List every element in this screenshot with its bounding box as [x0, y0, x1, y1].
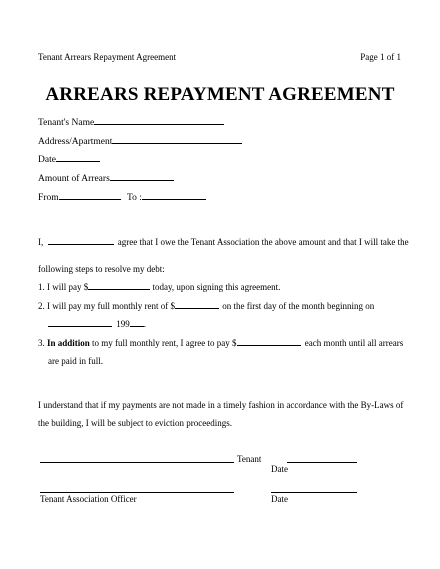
- address-label: Address/Apartment: [38, 137, 113, 147]
- date-field: [38, 155, 100, 165]
- step-3: [38, 338, 403, 348]
- from-label: From: [38, 193, 59, 203]
- date-line[interactable]: [56, 160, 100, 162]
- from-line[interactable]: [59, 198, 121, 200]
- tenant-name-label: Tenant's Name: [38, 118, 95, 128]
- item2-rent-blank[interactable]: [175, 307, 219, 309]
- item3-bold: In addition: [47, 338, 90, 348]
- address-line[interactable]: [112, 142, 242, 144]
- to-line[interactable]: [142, 198, 206, 200]
- item3-amount-blank[interactable]: [237, 344, 301, 346]
- address-field: [38, 137, 242, 147]
- header-title: Tenant Arrears Repayment Agreement: [38, 52, 177, 62]
- amount-label: Amount of Arrears: [38, 174, 110, 184]
- step-2-date: [48, 319, 146, 329]
- paragraph-owe: [38, 237, 409, 247]
- item2-year: 199: [116, 319, 130, 329]
- paragraph-eviction-2: the building, I will be subject to eviction proceedings.: [38, 418, 232, 428]
- tenant-name-field: [38, 118, 224, 128]
- tenant-date-label: Date: [271, 464, 288, 474]
- officer-signature-line[interactable]: [40, 492, 234, 493]
- page-number: Page 1 of 1: [360, 52, 401, 62]
- item2-dot: .: [143, 319, 146, 329]
- from-to-field: [38, 193, 206, 203]
- amount-line[interactable]: [110, 179, 174, 181]
- p1-end: agree that I owe the Tenant Association the above amount and that I will take the: [117, 237, 409, 247]
- paragraph-steps: following steps to resolve my debt:: [38, 264, 165, 274]
- step-1: [38, 282, 280, 292]
- item2-start: 2. I will pay my full monthly rent of $: [38, 301, 175, 311]
- name-blank[interactable]: [48, 243, 114, 245]
- paragraph-eviction-1: I understand that if my payments are not made in a timely fashion in accordance with the By-Laws of: [38, 400, 404, 410]
- p1-start: I,: [38, 237, 44, 247]
- amount-field: [38, 174, 174, 184]
- to-label: To :: [126, 193, 142, 203]
- officer-date-line[interactable]: [271, 492, 357, 493]
- tenant-signature-line[interactable]: [40, 462, 234, 463]
- document-title: ARREARS REPAYMENT AGREEMENT: [45, 84, 395, 105]
- tenant-label: Tenant: [237, 454, 262, 464]
- item2-year-blank[interactable]: [130, 325, 144, 327]
- tenant-name-line[interactable]: [94, 123, 224, 125]
- item1-start: 1. I will pay $: [38, 282, 89, 292]
- item3-mid: to my full monthly rent, I agree to pay $: [89, 338, 237, 348]
- step-3-cont: are paid in full.: [48, 356, 103, 366]
- step-2: [38, 301, 374, 311]
- date-label: Date: [38, 155, 56, 165]
- item1-amount-blank[interactable]: [88, 288, 150, 290]
- officer-label: Tenant Association Officer: [40, 494, 137, 504]
- item1-end: today, upon signing this agreement.: [152, 282, 281, 292]
- officer-date-label: Date: [271, 494, 288, 504]
- item2-end: on the first day of the month beginning on: [222, 301, 375, 311]
- item2-date-blank[interactable]: [48, 325, 112, 327]
- tenant-date-line[interactable]: [287, 462, 357, 463]
- item3-num: 3.: [38, 338, 45, 348]
- item3-end: each month until all arrears: [304, 338, 404, 348]
